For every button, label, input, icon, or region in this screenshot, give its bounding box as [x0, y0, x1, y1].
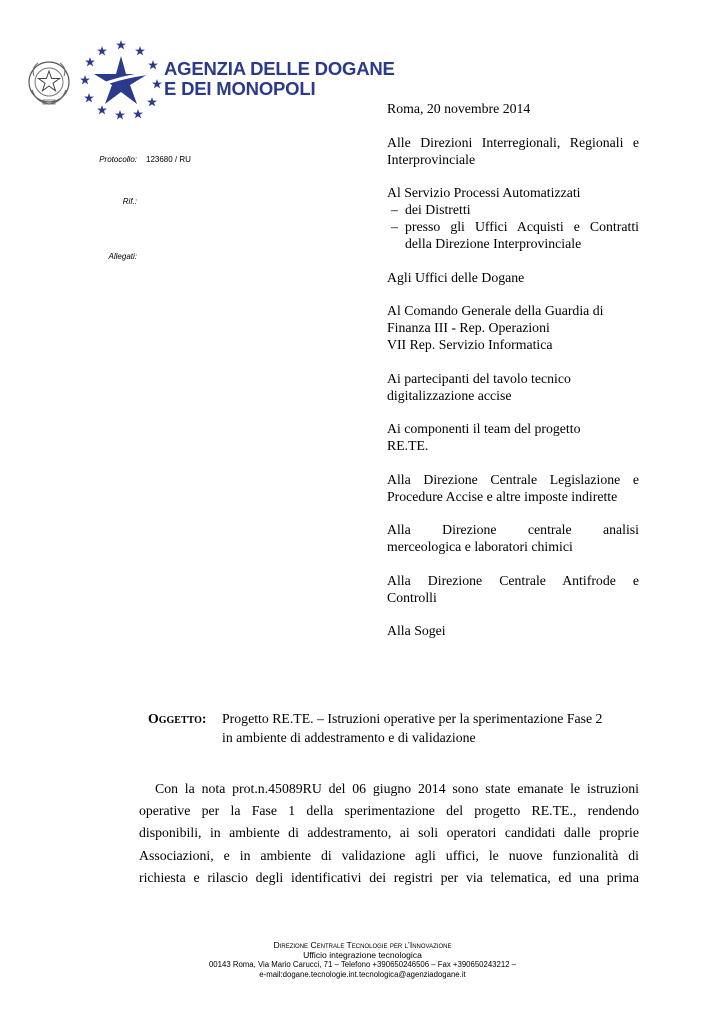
stars-logo-icon: [80, 38, 162, 120]
rif-label: Rif.:: [122, 197, 137, 206]
recipient-6-line1: Ai componenti il team del progetto: [387, 421, 581, 436]
recipient-6-line2: RE.TE.: [387, 438, 429, 453]
body-line-3: disponibili, in ambiente di addestramento, ai soli operatori candidati dalle proprie: [139, 825, 639, 841]
recipient-4-line2: Finanza III - Rep. Operazioni: [387, 320, 550, 335]
recipient-3: Agli Uffici delle Dogane: [387, 269, 525, 285]
recipient-1-line1: Alle Direzioni Interregionali, Regionali e: [387, 134, 639, 150]
subject-label: Oggetto:: [148, 711, 207, 726]
date-line: Roma, 20 novembre 2014: [387, 101, 531, 116]
body-line-4: Associazioni, e in ambiente di validazione agli uffici, le nuove funzionalità di: [139, 847, 639, 863]
footer-office: Direzione Centrale Tecnologie per l’Innovazione: [273, 940, 452, 950]
allegati-label: Allegati:: [108, 252, 137, 261]
recipient-7-line2: Procedure Accise e altre imposte indirette: [387, 488, 618, 504]
body-line-2: operative per la Fase 1 della sperimentazione del progetto RE.TE., rendendo: [139, 803, 639, 819]
recipient-5-line1: Ai partecipanti del tavolo tecnico: [387, 370, 571, 386]
protocollo-label: Protocollo:: [99, 155, 137, 164]
agency-name-line1: AGENZIA DELLE DOGANE: [164, 58, 395, 79]
recipient-2-item-3: della Direzione Interprovinciale: [405, 236, 582, 251]
protocollo-value: 123680 / RU: [146, 155, 191, 164]
agency-name: [164, 59, 395, 99]
recipient-2-item-2: presso gli Uffici Acquisti e Contratti: [405, 219, 639, 234]
recipient-9-line2: Controlli: [387, 589, 437, 605]
footer-email: e-mail:dogane.tecnologie.int.tecnologica@agenziadogane.it: [259, 970, 466, 979]
recipient-2-item-1: dei Distretti: [405, 202, 471, 217]
agency-name-line2: E DEI MONOPOLI: [164, 78, 316, 99]
recipient-4-line1: Al Comando Generale della Guardia di: [387, 303, 604, 318]
recipient-1-line2: Interprovinciale: [387, 151, 476, 167]
recipient-5-line2: digitalizzazione accise: [387, 387, 512, 403]
subject-line1: Progetto RE.TE. – Istruzioni operative per la sperimentazione Fase 2: [222, 711, 603, 726]
body-line-1: Con la nota prot.n.45089RU del 06 giugno 2014 sono state emanate le istruzioni: [155, 781, 639, 796]
footer-unit: Ufficio integrazione tecnologica: [303, 950, 422, 960]
body-paragraph: [139, 778, 639, 889]
footer: [150, 940, 575, 980]
recipient-4-line3: VII Rep. Servizio Informatica: [387, 337, 553, 352]
recipient-2-item: – presso gli Uffici Acquisti e Contratti: [391, 219, 639, 234]
italian-republic-emblem-icon: [26, 56, 72, 108]
recipient-7-line1: Alla Direzione Centrale Legislazione e: [387, 471, 639, 487]
recipient-8-line1: Alla Direzione centrale analisi: [387, 522, 639, 537]
recipient-2-title: Al Servizio Processi Automatizzati: [387, 185, 581, 200]
footer-address: 00143 Roma, Via Mario Carucci, 71 – Telefono +390650246506 – Fax +390650243212 –: [208, 960, 517, 969]
recipients-block: [387, 100, 639, 639]
recipient-2-item: – dei Distretti: [387, 201, 639, 218]
body-line: [139, 778, 639, 800]
body-line-5: richiesta e rilascio degli identificativi dei registri per via telematica, ed una prima: [139, 869, 639, 885]
subject-line2: in ambiente di addestramento e di validazione: [222, 730, 476, 745]
recipient-9-line1: Alla Direzione Centrale Antifrode e: [387, 572, 639, 588]
recipient-10: Alla Sogei: [387, 623, 446, 638]
recipient-8-line2: merceologica e laboratori chimici: [387, 539, 573, 554]
recipient-2-item: [387, 235, 639, 252]
